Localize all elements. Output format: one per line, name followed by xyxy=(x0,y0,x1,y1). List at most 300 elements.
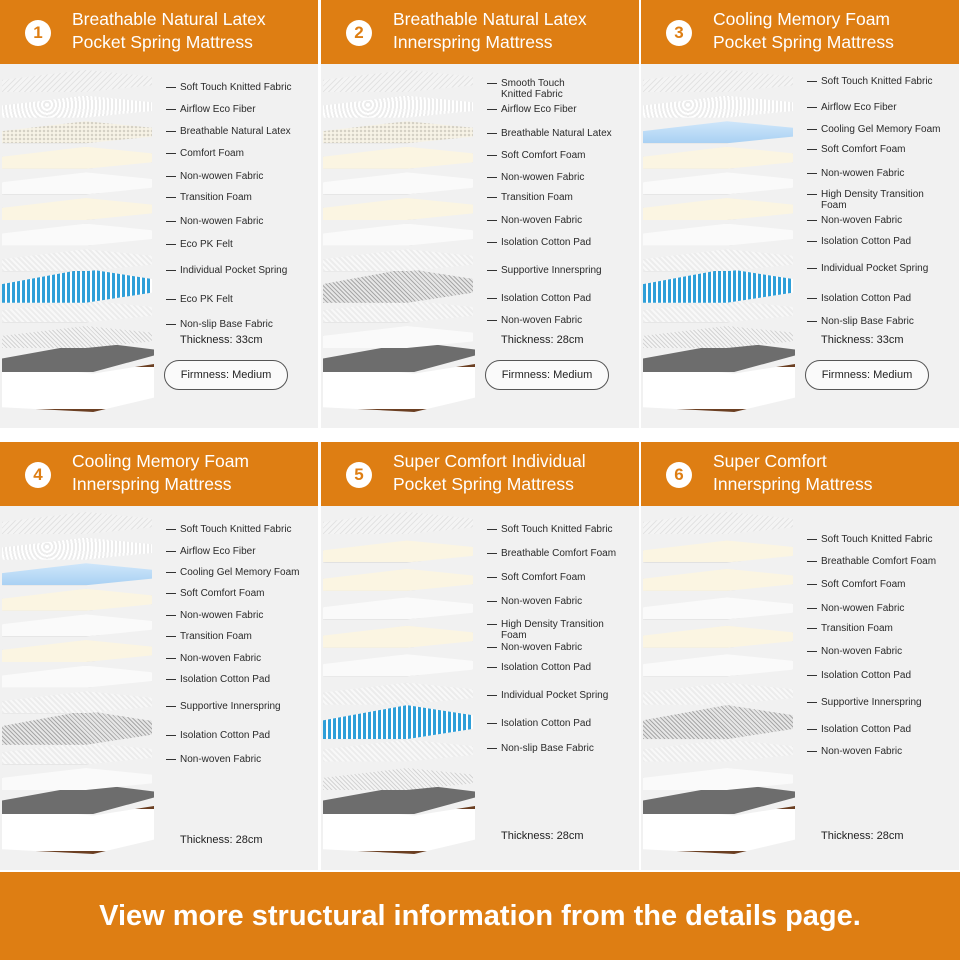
leader-line xyxy=(487,647,497,648)
layer-label-text: Isolation Cotton Pad xyxy=(821,293,912,304)
panel-header xyxy=(0,0,318,64)
layer-label xyxy=(487,192,573,203)
layer-label-text: Airflow Eco Fiber xyxy=(501,104,577,115)
layer-label xyxy=(807,168,904,179)
panel-title-line2: Innerspring Mattress xyxy=(72,474,232,494)
mattress-panel-3 xyxy=(641,0,959,428)
layer-label xyxy=(166,754,261,765)
leader-line xyxy=(166,176,176,177)
leader-line xyxy=(166,197,176,198)
layer-fiber xyxy=(323,96,473,118)
leader-line xyxy=(487,553,497,554)
thickness-label: Thickness: 33cm xyxy=(180,334,263,346)
layer-label-text: Isolation Cotton Pad xyxy=(180,730,271,741)
layer-cream xyxy=(643,540,793,562)
leader-line xyxy=(807,173,817,174)
layer-labels xyxy=(807,506,959,870)
layer-label xyxy=(166,171,263,182)
leader-line xyxy=(807,81,817,82)
layer-coil xyxy=(2,711,152,745)
layer-label-text: Non-wowen Fabric xyxy=(501,172,585,183)
panel-title-line1: Breathable Natural Latex xyxy=(72,9,266,29)
layer-white xyxy=(323,224,473,246)
layer-label-text: Non-wowen Fabric xyxy=(180,610,264,621)
leader-line xyxy=(807,149,817,150)
layer-label xyxy=(807,746,902,757)
layer-knit xyxy=(2,70,152,92)
layer-label xyxy=(487,128,612,139)
leader-line xyxy=(487,624,497,625)
layer-label-text: Isolation Cotton Pad xyxy=(501,718,592,729)
layer-knit xyxy=(643,70,793,92)
layer-label xyxy=(487,662,591,673)
layer-white xyxy=(643,654,793,676)
layer-felt xyxy=(323,740,473,762)
layer-label xyxy=(807,215,902,226)
layer-label xyxy=(807,623,893,634)
panel-title-line2: Pocket Spring Mattress xyxy=(72,32,253,52)
layer-label xyxy=(807,293,911,304)
leader-line xyxy=(166,735,176,736)
layer-label xyxy=(487,172,584,183)
leader-line xyxy=(487,270,497,271)
layer-cream xyxy=(2,198,152,220)
layer-knit xyxy=(323,70,473,92)
layer-cream xyxy=(643,198,793,220)
layer-gel xyxy=(643,121,793,143)
layer-white xyxy=(2,614,152,636)
layer-label-text: Soft Comfort Foam xyxy=(501,150,586,161)
layer-label xyxy=(166,192,252,203)
leader-line xyxy=(166,244,176,245)
layer-label xyxy=(807,144,905,155)
leader-line xyxy=(807,268,817,269)
layer-labels xyxy=(807,64,959,428)
layer-label xyxy=(487,104,577,115)
layer-cream xyxy=(323,569,473,591)
leader-line xyxy=(166,551,176,552)
panel-number-badge: 6 xyxy=(666,462,692,488)
panel-title xyxy=(393,8,633,54)
panel-title xyxy=(72,8,312,54)
layer-label xyxy=(166,674,270,685)
leader-line xyxy=(166,529,176,530)
layer-label xyxy=(487,743,594,754)
layer-latex xyxy=(2,121,152,143)
layer-label: High Density Transition Foam xyxy=(807,189,924,211)
layer-label-text: Cooling Gel Memory Foam xyxy=(821,124,941,135)
layer-label xyxy=(807,534,933,545)
layer-label-text: Soft Touch Knitted Fabric xyxy=(180,524,292,535)
layer-label xyxy=(166,265,287,276)
layer-label xyxy=(487,642,582,653)
leader-line xyxy=(487,155,497,156)
footer-banner xyxy=(0,872,960,960)
layer-label-text: Non-wowen Fabric xyxy=(821,168,905,179)
layer-label-text: Transition Foam xyxy=(180,631,252,642)
leader-line xyxy=(166,131,176,132)
layer-label-text: Transition Foam xyxy=(180,192,252,203)
layer-label-text: Breathable Natural Latex xyxy=(501,128,612,139)
layer-fiber xyxy=(643,96,793,118)
layer-felt xyxy=(643,740,793,762)
layer-label-text: Transition Foam xyxy=(501,192,573,203)
layer-label xyxy=(487,524,613,535)
layer-cream xyxy=(323,540,473,562)
layer-label xyxy=(166,730,270,741)
leader-line xyxy=(166,324,176,325)
leader-line xyxy=(166,759,176,760)
layer-white xyxy=(323,654,473,676)
mattress-base xyxy=(643,784,795,854)
layer-label-text: Breathable Comfort Foam xyxy=(821,556,937,567)
panel-title-line1: Cooling Memory Foam xyxy=(713,9,890,29)
layer-cream xyxy=(323,198,473,220)
layer-label-text: High Density Transition xyxy=(821,189,924,200)
leader-line xyxy=(166,153,176,154)
layer-label-text: Non-wowen Fabric xyxy=(180,171,264,182)
panel-title-line2: Pocket Spring Mattress xyxy=(393,474,574,494)
firmness-badge: Firmness: Medium xyxy=(485,360,609,390)
layer-label-text: Isolation Cotton Pad xyxy=(501,237,592,248)
leader-line xyxy=(807,298,817,299)
leader-line xyxy=(166,658,176,659)
thickness-label: Thickness: 28cm xyxy=(501,830,584,842)
layer-cream xyxy=(2,589,152,611)
mattress-panel-5 xyxy=(321,442,639,870)
leader-line xyxy=(487,220,497,221)
mattress-base xyxy=(2,342,154,412)
leader-line xyxy=(807,129,817,130)
layer-stack-illustration xyxy=(321,64,481,428)
layer-label-text: Non-wowen Fabric xyxy=(821,603,905,614)
leader-line xyxy=(807,751,817,752)
leader-line xyxy=(487,667,497,668)
layer-label-text: Supportive Innerspring xyxy=(501,265,602,276)
firmness-badge: Firmness: Medium xyxy=(805,360,929,390)
layer-label xyxy=(807,603,904,614)
layer-stack-illustration xyxy=(0,506,160,870)
layer-fiber xyxy=(2,538,152,560)
layer-label-text: Non-slip Base Fabric xyxy=(180,319,273,330)
mattress-panel-4 xyxy=(0,442,318,870)
leader-line xyxy=(487,133,497,134)
layer-label-text: Individual Pocket Spring xyxy=(180,265,288,276)
layer-stack-illustration xyxy=(321,506,481,870)
layer-label: High Density Transition Foam xyxy=(487,619,604,641)
layer-felt xyxy=(323,300,473,322)
layer-label-text: Transition Foam xyxy=(821,623,893,634)
layer-cream xyxy=(643,147,793,169)
leader-line xyxy=(166,615,176,616)
layer-label xyxy=(166,610,263,621)
layer-label xyxy=(166,701,281,712)
firmness-badge: Firmness: Medium xyxy=(164,360,288,390)
layer-label xyxy=(487,265,602,276)
layer-label xyxy=(807,316,914,327)
layer-white xyxy=(2,224,152,246)
panel-title xyxy=(72,450,312,496)
layer-label xyxy=(487,548,616,559)
layer-cream xyxy=(323,626,473,648)
leader-line xyxy=(487,177,497,178)
panel-title-line2: Innerspring Mattress xyxy=(393,32,553,52)
mattress-base xyxy=(323,784,475,854)
layer-label-text: Isolation Cotton Pad xyxy=(501,293,592,304)
layer-label xyxy=(166,294,233,305)
leader-line xyxy=(166,593,176,594)
layer-stack-illustration xyxy=(641,506,801,870)
layer-felt xyxy=(2,742,152,764)
layer-label xyxy=(807,102,897,113)
leader-line xyxy=(807,107,817,108)
layer-label xyxy=(487,215,582,226)
leader-line xyxy=(487,577,497,578)
layer-label-text: Soft Touch Knitted Fabric xyxy=(180,82,292,93)
layer-label xyxy=(807,236,911,247)
layer-label xyxy=(487,150,585,161)
layer-label-text: Breathable Natural Latex xyxy=(180,126,291,137)
layer-knit xyxy=(323,512,473,534)
layer-label xyxy=(807,670,911,681)
layer-label xyxy=(166,82,292,93)
layer-label-text: Soft Comfort Foam xyxy=(501,572,586,583)
leader-line xyxy=(166,221,176,222)
layer-label xyxy=(807,579,905,590)
layer-white xyxy=(2,172,152,194)
layer-white xyxy=(323,172,473,194)
leader-line xyxy=(166,270,176,271)
leader-line xyxy=(487,298,497,299)
mattress-base xyxy=(643,342,795,412)
layer-cream xyxy=(323,147,473,169)
layer-label xyxy=(487,237,591,248)
panel-header xyxy=(641,0,959,64)
panel-number-badge: 2 xyxy=(346,20,372,46)
thickness-label: Thickness: 28cm xyxy=(821,830,904,842)
leader-line xyxy=(807,539,817,540)
panel-number-badge: 1 xyxy=(25,20,51,46)
layer-label-text: Individual Pocket Spring xyxy=(821,263,929,274)
panel-title xyxy=(713,450,953,496)
layer-label xyxy=(487,572,585,583)
layer-label-text: High Density Transition xyxy=(501,619,604,630)
thickness-label: Thickness: 28cm xyxy=(501,334,584,346)
leader-line xyxy=(807,702,817,703)
layer-label-text: Non-woven Fabric xyxy=(821,746,903,757)
leader-line xyxy=(807,628,817,629)
layer-label xyxy=(166,104,256,115)
layer-label xyxy=(487,315,582,326)
leader-line xyxy=(807,608,817,609)
panel-header xyxy=(321,442,639,506)
layer-label-text: Individual Pocket Spring xyxy=(501,690,609,701)
thickness-label: Thickness: 28cm xyxy=(180,834,263,846)
layer-label-text: Isolation Cotton Pad xyxy=(821,236,912,247)
panel-title xyxy=(393,450,633,496)
panel-number-badge: 4 xyxy=(25,462,51,488)
layer-labels xyxy=(166,506,318,870)
leader-line xyxy=(166,636,176,637)
layer-label xyxy=(166,524,292,535)
leader-line xyxy=(487,197,497,198)
layer-label-text: Isolation Cotton Pad xyxy=(821,670,912,681)
panel-title-line2: Pocket Spring Mattress xyxy=(713,32,894,52)
mattress-base xyxy=(2,784,154,854)
leader-line xyxy=(487,529,497,530)
layer-coil xyxy=(643,705,793,739)
panel-title-line1: Breathable Natural Latex xyxy=(393,9,587,29)
layer-label xyxy=(166,653,261,664)
layer-label xyxy=(807,646,902,657)
layer-coil xyxy=(323,269,473,303)
layer-label xyxy=(166,126,291,137)
layer-label xyxy=(487,718,591,729)
layer-label-text: Eco PK Felt xyxy=(180,239,233,250)
layer-white xyxy=(643,224,793,246)
leader-line xyxy=(166,87,176,88)
panel-header xyxy=(641,442,959,506)
leader-line xyxy=(487,320,497,321)
leader-line xyxy=(807,220,817,221)
layer-label-text: Non-woven Fabric xyxy=(180,754,262,765)
layer-label xyxy=(807,724,911,735)
layer-label xyxy=(166,546,256,557)
layer-latex xyxy=(323,121,473,143)
layer-cream xyxy=(643,569,793,591)
layer-label xyxy=(166,239,233,250)
panel-title xyxy=(713,8,953,54)
layer-labels xyxy=(487,506,639,870)
leader-line xyxy=(487,83,497,84)
layer-white xyxy=(2,666,152,688)
panel-number-badge: 5 xyxy=(346,462,372,488)
leader-line xyxy=(166,572,176,573)
layer-label xyxy=(807,76,933,87)
layer-label xyxy=(487,293,591,304)
layer-label xyxy=(166,567,299,578)
layer-labels xyxy=(166,64,318,428)
layer-label-text: Soft Comfort Foam xyxy=(180,588,265,599)
layer-stack-illustration xyxy=(641,64,801,428)
mattress-panel-2 xyxy=(321,0,639,428)
layer-label xyxy=(807,124,940,135)
layer-spring xyxy=(323,705,473,739)
layer-label-text: Supportive Innerspring xyxy=(180,701,281,712)
layer-cream xyxy=(643,626,793,648)
layer-label-text: Comfort Foam xyxy=(180,148,244,159)
leader-line xyxy=(807,729,817,730)
layer-cream xyxy=(2,147,152,169)
layer-label xyxy=(807,263,928,274)
leader-line xyxy=(487,748,497,749)
layer-label-text: Smooth Touch xyxy=(501,78,565,89)
layer-white xyxy=(643,597,793,619)
layer-label-text: Non-woven Fabric xyxy=(821,215,903,226)
layer-gel xyxy=(2,563,152,585)
footer-text: View more structural information from the details page. xyxy=(99,900,861,932)
leader-line xyxy=(807,321,817,322)
layer-felt xyxy=(323,683,473,705)
leader-line xyxy=(807,241,817,242)
panel-number-badge: 3 xyxy=(666,20,692,46)
thickness-label: Thickness: 33cm xyxy=(821,334,904,346)
layer-label xyxy=(487,690,608,701)
layer-felt xyxy=(643,249,793,271)
mattress-panel-6 xyxy=(641,442,959,870)
leader-line xyxy=(807,584,817,585)
layer-label-text: Isolation Cotton Pad xyxy=(501,662,592,673)
panel-title-line1: Cooling Memory Foam xyxy=(72,451,249,471)
layer-label-text: Soft Comfort Foam xyxy=(821,579,906,590)
layer-felt xyxy=(2,300,152,322)
layer-fiber xyxy=(2,96,152,118)
leader-line xyxy=(166,706,176,707)
layer-label-text: Soft Touch Knitted Fabric xyxy=(821,534,933,545)
layer-spring xyxy=(2,269,152,303)
leader-line xyxy=(166,679,176,680)
leader-line xyxy=(487,695,497,696)
leader-line xyxy=(166,109,176,110)
leader-line xyxy=(487,723,497,724)
layer-label: Smooth Touch Knitted Fabric xyxy=(487,78,565,100)
mattress-panel-1 xyxy=(0,0,318,428)
layer-label-text: Airflow Eco Fiber xyxy=(180,104,256,115)
layer-felt xyxy=(2,691,152,713)
layer-label xyxy=(166,148,244,159)
layer-label-text: Non-slip Base Fabric xyxy=(821,316,914,327)
layer-knit xyxy=(643,512,793,534)
layer-label xyxy=(487,596,582,607)
layer-felt xyxy=(323,249,473,271)
panel-title-line1: Super Comfort Individual xyxy=(393,451,586,471)
panel-header xyxy=(0,442,318,506)
layer-felt xyxy=(643,300,793,322)
panel-title-line1: Super Comfort xyxy=(713,451,827,471)
layer-label-text: Non-woven Fabric xyxy=(501,215,583,226)
leader-line xyxy=(807,675,817,676)
layer-spring xyxy=(643,269,793,303)
leader-line xyxy=(487,109,497,110)
layer-labels xyxy=(487,64,639,428)
layer-label xyxy=(166,588,264,599)
layer-label-text: Non-woven Fabric xyxy=(821,646,903,657)
layer-label-text: Breathable Comfort Foam xyxy=(501,548,617,559)
layer-label-text: Soft Touch Knitted Fabric xyxy=(821,76,933,87)
layer-label xyxy=(807,697,922,708)
panel-title-line2: Innerspring Mattress xyxy=(713,474,873,494)
mattress-base xyxy=(323,342,475,412)
layer-label-text: Soft Comfort Foam xyxy=(821,144,906,155)
layer-label-text: Airflow Eco Fiber xyxy=(821,102,897,113)
layer-label xyxy=(807,556,936,567)
layer-knit xyxy=(2,512,152,534)
layer-white xyxy=(323,597,473,619)
layer-label-text: Eco PK Felt xyxy=(180,294,233,305)
layer-label-text: Non-woven Fabric xyxy=(501,596,583,607)
leader-line xyxy=(487,601,497,602)
layer-stack-illustration xyxy=(0,64,160,428)
layer-label-text: Supportive Innerspring xyxy=(821,697,922,708)
layer-label-text: Non-wowen Fabric xyxy=(180,216,264,227)
layer-label xyxy=(166,319,273,330)
panel-header xyxy=(321,0,639,64)
layer-label xyxy=(166,216,263,227)
leader-line xyxy=(807,561,817,562)
layer-label-text: Soft Touch Knitted Fabric xyxy=(501,524,613,535)
layer-label-text: Non-woven Fabric xyxy=(180,653,262,664)
layer-label xyxy=(166,631,252,642)
